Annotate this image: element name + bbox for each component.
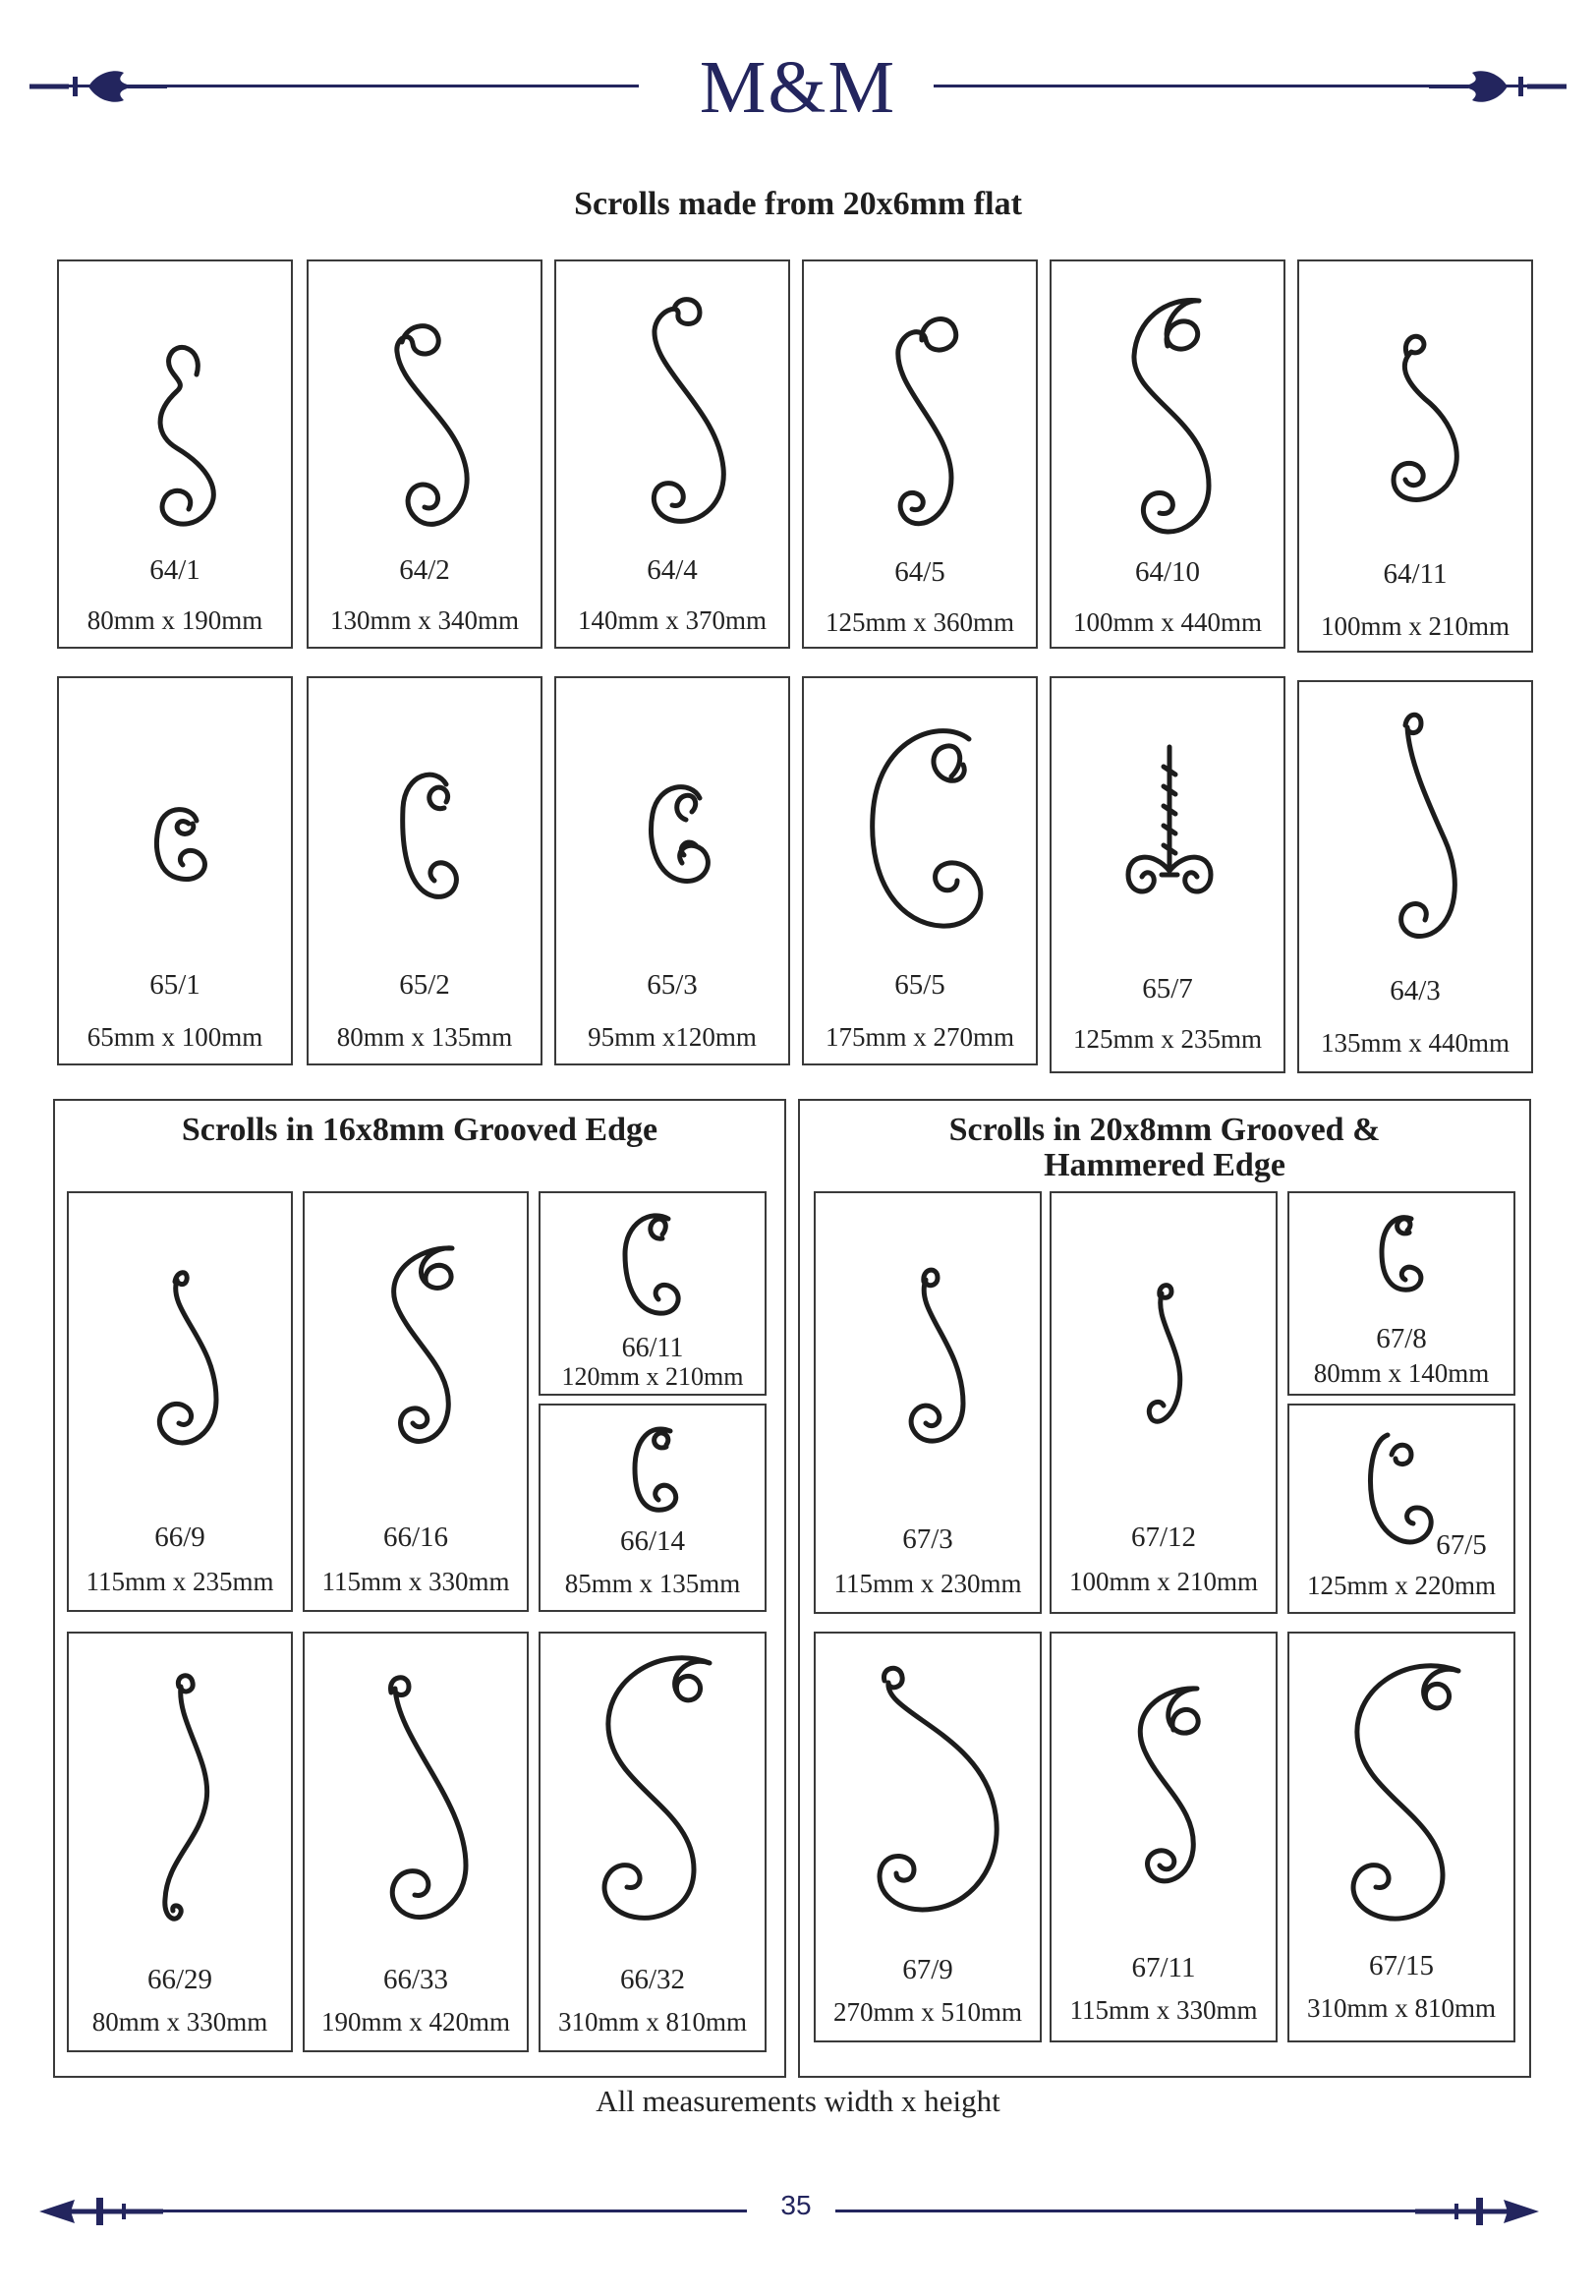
product-size: 95mm x120mm	[588, 1022, 757, 1052]
product-card-66-11	[539, 1191, 767, 1396]
product-code: 66/16	[382, 1521, 449, 1553]
product-size: 310mm x 810mm	[557, 2007, 747, 2037]
product-size: 80mm x 140mm	[1313, 1358, 1490, 1388]
product-code: 65/1	[149, 969, 200, 1001]
scroll-s-icon	[69, 1634, 295, 1948]
product-code: 64/1	[149, 554, 200, 586]
product-code: 64/3	[1390, 975, 1441, 1006]
measurement-note: All measurements width x height	[596, 2084, 1000, 2118]
product-size: 175mm x 270mm	[825, 1022, 1014, 1052]
product-size: 135mm x 440mm	[1320, 1028, 1510, 1058]
product-code: 66/9	[154, 1521, 205, 1553]
product-card-65-5	[802, 676, 1038, 1065]
product-size: 270mm x 510mm	[832, 1997, 1022, 2027]
product-card-65-7	[1050, 676, 1285, 1073]
scroll-s-icon	[59, 261, 295, 556]
scroll-s-icon	[305, 1193, 531, 1508]
page-number: 35	[780, 2190, 812, 2220]
product-code: 65/3	[647, 969, 698, 1001]
product-size: 310mm x 810mm	[1306, 1993, 1496, 2023]
product-size: 115mm x 330mm	[1069, 1995, 1258, 2025]
section-title-grooved16: Scrolls in 16x8mm Grooved Edge	[181, 1112, 658, 1148]
product-card-66-16	[303, 1191, 529, 1612]
footer-rule-right	[835, 2210, 1504, 2212]
product-card-67-11	[1050, 1632, 1278, 2042]
product-size: 85mm x 135mm	[564, 1569, 741, 1598]
product-card-66-33	[303, 1632, 529, 2052]
product-code: 67/9	[902, 1954, 953, 1985]
section-title-grooved20-line1: Scrolls in 20x8mm Grooved &	[948, 1112, 1381, 1148]
product-card-67-9	[814, 1632, 1042, 2042]
product-size: 115mm x 330mm	[321, 1567, 510, 1596]
product-card-66-32	[539, 1632, 767, 2052]
product-code: 66/14	[619, 1525, 686, 1557]
product-size: 190mm x 420mm	[320, 2007, 510, 2037]
scroll-s-icon	[816, 1193, 1044, 1508]
product-card-64-4	[554, 259, 790, 649]
product-card-65-2	[307, 676, 542, 1065]
product-card-67-8	[1287, 1191, 1515, 1396]
product-code: 67/11	[1131, 1952, 1196, 1983]
product-card-64-5	[802, 259, 1038, 649]
scroll-s-icon	[1289, 1634, 1517, 1948]
scroll-c-icon	[804, 678, 1040, 973]
product-card-65-1	[57, 676, 293, 1065]
product-size: 80mm x 190mm	[86, 605, 263, 635]
product-size: 115mm x 235mm	[86, 1567, 274, 1596]
section-title-flat: Scrolls made from 20x6mm flat	[574, 186, 1022, 222]
product-code: 67/12	[1130, 1521, 1197, 1553]
product-card-66-9	[67, 1191, 293, 1612]
scroll-s-icon	[1052, 1634, 1280, 1948]
product-code: 65/2	[399, 969, 450, 1001]
scroll-s-icon	[305, 1634, 531, 1948]
product-size: 80mm x 330mm	[91, 2007, 268, 2037]
product-card-67-5	[1287, 1404, 1515, 1614]
scroll-s-icon	[541, 1634, 769, 1948]
product-card-64-2	[307, 259, 542, 649]
product-size: 120mm x 210mm	[561, 1362, 744, 1391]
product-code: 67/8	[1376, 1323, 1427, 1354]
footer-arrow-right-icon	[1415, 2192, 1543, 2231]
product-card-64-10	[1050, 259, 1285, 649]
product-code: 67/5	[1436, 1529, 1487, 1561]
product-size: 65mm x 100mm	[86, 1022, 263, 1052]
section-title-grooved20-line2: Hammered Edge	[1044, 1147, 1285, 1183]
scroll-s-icon	[1052, 261, 1287, 556]
scroll-c-icon	[59, 678, 295, 973]
product-code: 66/29	[146, 1964, 213, 1995]
product-code: 65/7	[1142, 973, 1193, 1004]
product-size: 125mm x 220mm	[1306, 1571, 1496, 1600]
product-code: 64/5	[894, 556, 945, 588]
product-code: 66/32	[619, 1964, 686, 1995]
scroll-c-icon	[556, 678, 792, 973]
scroll-s-icon	[309, 261, 544, 556]
product-card-65-3	[554, 676, 790, 1065]
product-card-64-1	[57, 259, 293, 649]
scroll-s-icon	[804, 261, 1040, 556]
product-card-66-29	[67, 1632, 293, 2052]
product-card-67-15	[1287, 1632, 1515, 2042]
product-size: 125mm x 235mm	[1072, 1024, 1262, 1054]
fleur-right-icon	[1429, 63, 1567, 110]
scroll-twist-icon	[1052, 678, 1287, 973]
scroll-s-icon	[1052, 1193, 1280, 1508]
product-size: 115mm x 230mm	[833, 1569, 1022, 1598]
product-card-64-3	[1297, 680, 1533, 1073]
product-code: 65/5	[894, 969, 945, 1001]
product-code: 67/3	[902, 1523, 953, 1555]
scroll-c-icon	[1289, 1193, 1517, 1331]
product-code: 64/2	[399, 554, 450, 586]
product-code: 64/11	[1383, 558, 1448, 590]
product-code: 67/15	[1368, 1950, 1435, 1981]
product-size: 130mm x 340mm	[329, 605, 519, 635]
product-size: 125mm x 360mm	[825, 607, 1014, 637]
scroll-s-icon	[69, 1193, 295, 1508]
product-size: 80mm x 135mm	[336, 1022, 513, 1052]
product-card-64-11	[1297, 259, 1533, 653]
product-code: 66/33	[382, 1964, 449, 1995]
product-size: 100mm x 210mm	[1068, 1567, 1258, 1596]
product-code: 64/4	[647, 554, 698, 586]
scroll-s-icon	[1299, 261, 1535, 556]
scroll-s-icon	[816, 1634, 1044, 1948]
product-card-66-14	[539, 1404, 767, 1612]
footer-arrow-left-icon	[35, 2192, 163, 2231]
product-card-67-3	[814, 1191, 1042, 1614]
product-size: 100mm x 440mm	[1072, 607, 1262, 637]
scroll-c-icon	[309, 678, 544, 973]
scroll-c-icon	[541, 1193, 769, 1341]
product-size: 100mm x 210mm	[1320, 611, 1510, 641]
scroll-s-icon	[556, 261, 792, 556]
product-code: 66/11	[621, 1333, 684, 1363]
product-size: 140mm x 370mm	[577, 605, 767, 635]
brand-title: M&M	[699, 46, 897, 129]
scroll-s-icon	[1299, 682, 1535, 977]
product-code: 64/10	[1134, 556, 1201, 588]
product-card-67-12	[1050, 1191, 1278, 1614]
